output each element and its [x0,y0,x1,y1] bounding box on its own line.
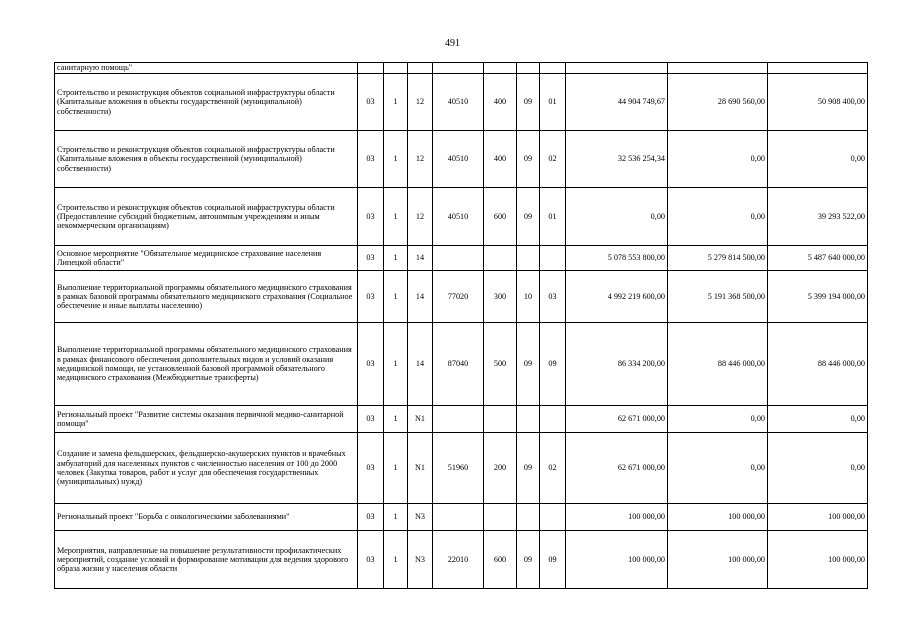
cell-code-3 [408,63,433,74]
cell-code-2: 1 [384,74,408,131]
row-name: Мероприятия, направленные на повышение результативности профилактических мероприятий, создание условий и формирование мотивации для ведения здорового образа жизни у населения области [55,531,358,589]
cell-code-6: 10 [517,271,540,323]
cell-code-6 [517,406,540,433]
cell-value-1: 62 671 000,00 [566,406,668,433]
table-row [55,433,868,504]
cell-code-1: 03 [358,433,384,504]
cell-value-1: 62 671 000,00 [566,433,668,504]
cell-value-1: 100 000,00 [566,504,668,531]
cell-code-4: 40510 [433,131,484,188]
cell-value-2: 0,00 [668,406,768,433]
cell-code-2: 1 [384,504,408,531]
cell-code-7: 09 [540,323,566,406]
cell-code-1: 03 [358,406,384,433]
cell-code-2: 1 [384,406,408,433]
cell-code-1: 03 [358,323,384,406]
cell-value-3: 0,00 [768,131,868,188]
cell-code-3: N1 [408,433,433,504]
cell-value-1: 32 536 254,34 [566,131,668,188]
cell-code-3: N3 [408,504,433,531]
cell-value-2 [668,63,768,74]
row-name: Выполнение территориальной программы обязательного медицинского страхования в рамках финансового обеспечения дополнительных видов и условий оказания медицинской помощи, не установленной базовой программой обязательного медицинского страхования (Межбюджетные трансферты) [55,323,358,406]
cell-code-3: 12 [408,74,433,131]
cell-value-3: 100 000,00 [768,504,868,531]
cell-code-7: 01 [540,74,566,131]
cell-value-2: 5 191 368 500,00 [668,271,768,323]
table-row [55,131,868,188]
row-name: Региональный проект "Борьба с онкологическими заболеваниями" [55,504,358,531]
cell-value-1: 4 992 219 600,00 [566,271,668,323]
cell-code-6: 09 [517,531,540,589]
cell-code-6 [517,63,540,74]
cell-code-2: 1 [384,531,408,589]
cell-code-6: 09 [517,74,540,131]
cell-value-3: 100 000,00 [768,531,868,589]
cell-code-3: 12 [408,131,433,188]
page-number: 491 [445,38,460,49]
row-name: санитарную помощь" [55,63,358,74]
cell-code-2: 1 [384,271,408,323]
cell-value-3 [768,63,868,74]
cell-value-3: 0,00 [768,433,868,504]
cell-code-5: 300 [484,271,517,323]
cell-value-1: 0,00 [566,188,668,246]
cell-code-2: 1 [384,246,408,271]
row-name: Строительство и реконструкция объектов социальной инфраструктуры области (Предоставление субсидий бюджетным, автономным учреждениям и иным некоммерческим организациям) [55,188,358,246]
cell-code-4 [433,63,484,74]
cell-code-7 [540,246,566,271]
cell-value-2: 100 000,00 [668,531,768,589]
cell-code-3: N1 [408,406,433,433]
cell-value-1: 44 904 749,67 [566,74,668,131]
row-name: Строительство и реконструкция объектов социальной инфраструктуры области (Капитальные вложения в объекты государственной (муниципальной) собственности) [55,131,358,188]
cell-code-7: 02 [540,131,566,188]
cell-code-1: 03 [358,188,384,246]
cell-value-2: 88 446 000,00 [668,323,768,406]
cell-code-1: 03 [358,246,384,271]
cell-code-5: 400 [484,131,517,188]
cell-code-4: 77020 [433,271,484,323]
cell-value-2: 0,00 [668,433,768,504]
cell-code-6: 09 [517,131,540,188]
cell-code-1: 03 [358,74,384,131]
cell-code-7: 02 [540,433,566,504]
table-row [55,63,868,74]
cell-code-6 [517,246,540,271]
cell-code-2: 1 [384,131,408,188]
row-name: Основное мероприятие "Обязательное медицинское страхование населения Липецкой области" [55,246,358,271]
cell-code-4: 87040 [433,323,484,406]
row-name: Строительство и реконструкция объектов социальной инфраструктуры области (Капитальные вложения в объекты государственной (муниципальной) собственности) [55,74,358,131]
cell-code-3: N3 [408,531,433,589]
cell-code-1 [358,63,384,74]
cell-code-3: 14 [408,246,433,271]
cell-value-1: 86 334 200,00 [566,323,668,406]
cell-code-2: 1 [384,433,408,504]
table-row [55,531,868,589]
cell-code-7 [540,406,566,433]
cell-code-5: 400 [484,74,517,131]
table-row [55,504,868,531]
cell-code-2: 1 [384,323,408,406]
cell-value-3: 39 293 522,00 [768,188,868,246]
cell-value-3: 50 908 400,00 [768,74,868,131]
table-row [55,246,868,271]
cell-code-3: 14 [408,271,433,323]
table-row [55,271,868,323]
row-name: Выполнение территориальной программы обязательного медицинского страхования в рамках базовой программы обязательного медицинского страхования (Социальное обеспечение и иные выплаты населению) [55,271,358,323]
cell-code-4: 51960 [433,433,484,504]
cell-code-6 [517,504,540,531]
cell-code-5 [484,406,517,433]
cell-code-4 [433,504,484,531]
cell-code-7 [540,504,566,531]
cell-code-5: 200 [484,433,517,504]
cell-code-1: 03 [358,531,384,589]
cell-code-2: 1 [384,188,408,246]
cell-code-1: 03 [358,504,384,531]
cell-code-6: 09 [517,433,540,504]
cell-code-6: 09 [517,188,540,246]
cell-code-7: 01 [540,188,566,246]
cell-code-4 [433,406,484,433]
table-row [55,188,868,246]
cell-code-6: 09 [517,323,540,406]
cell-value-2: 5 279 814 500,00 [668,246,768,271]
cell-value-3: 0,00 [768,406,868,433]
table-body [55,63,868,589]
table-row [55,406,868,433]
cell-value-3: 5 399 194 000,00 [768,271,868,323]
cell-value-2: 0,00 [668,131,768,188]
cell-code-4 [433,246,484,271]
table-row [55,323,868,406]
cell-value-1: 5 078 553 800,00 [566,246,668,271]
cell-code-5: 600 [484,531,517,589]
cell-code-1: 03 [358,131,384,188]
cell-code-3: 12 [408,188,433,246]
cell-code-4: 40510 [433,74,484,131]
cell-code-2 [384,63,408,74]
cell-code-5 [484,504,517,531]
cell-value-2: 0,00 [668,188,768,246]
cell-code-7: 09 [540,531,566,589]
budget-table [54,62,868,589]
cell-value-3: 5 487 640 000,00 [768,246,868,271]
cell-code-5: 600 [484,188,517,246]
cell-code-4: 40510 [433,188,484,246]
cell-value-3: 88 446 000,00 [768,323,868,406]
cell-value-1: 100 000,00 [566,531,668,589]
cell-code-5: 500 [484,323,517,406]
cell-code-5 [484,63,517,74]
cell-value-2: 28 690 560,00 [668,74,768,131]
cell-value-1 [566,63,668,74]
cell-code-4: 22010 [433,531,484,589]
row-name: Региональный проект "Развитие системы оказания первичной медико-санитарной помощи" [55,406,358,433]
cell-code-3: 14 [408,323,433,406]
cell-code-7: 03 [540,271,566,323]
table-row [55,74,868,131]
cell-code-5 [484,246,517,271]
cell-code-7 [540,63,566,74]
cell-value-2: 100 000,00 [668,504,768,531]
cell-code-1: 03 [358,271,384,323]
row-name: Создание и замена фельдшерских, фельдшерско-акушерских пунктов и врачебных амбулаторий для населенных пунктов с численностью населения от 100 до 2000 человек (Закупка товаров, работ и услуг для обеспечения государственных (муниципальных) нужд) [55,433,358,504]
